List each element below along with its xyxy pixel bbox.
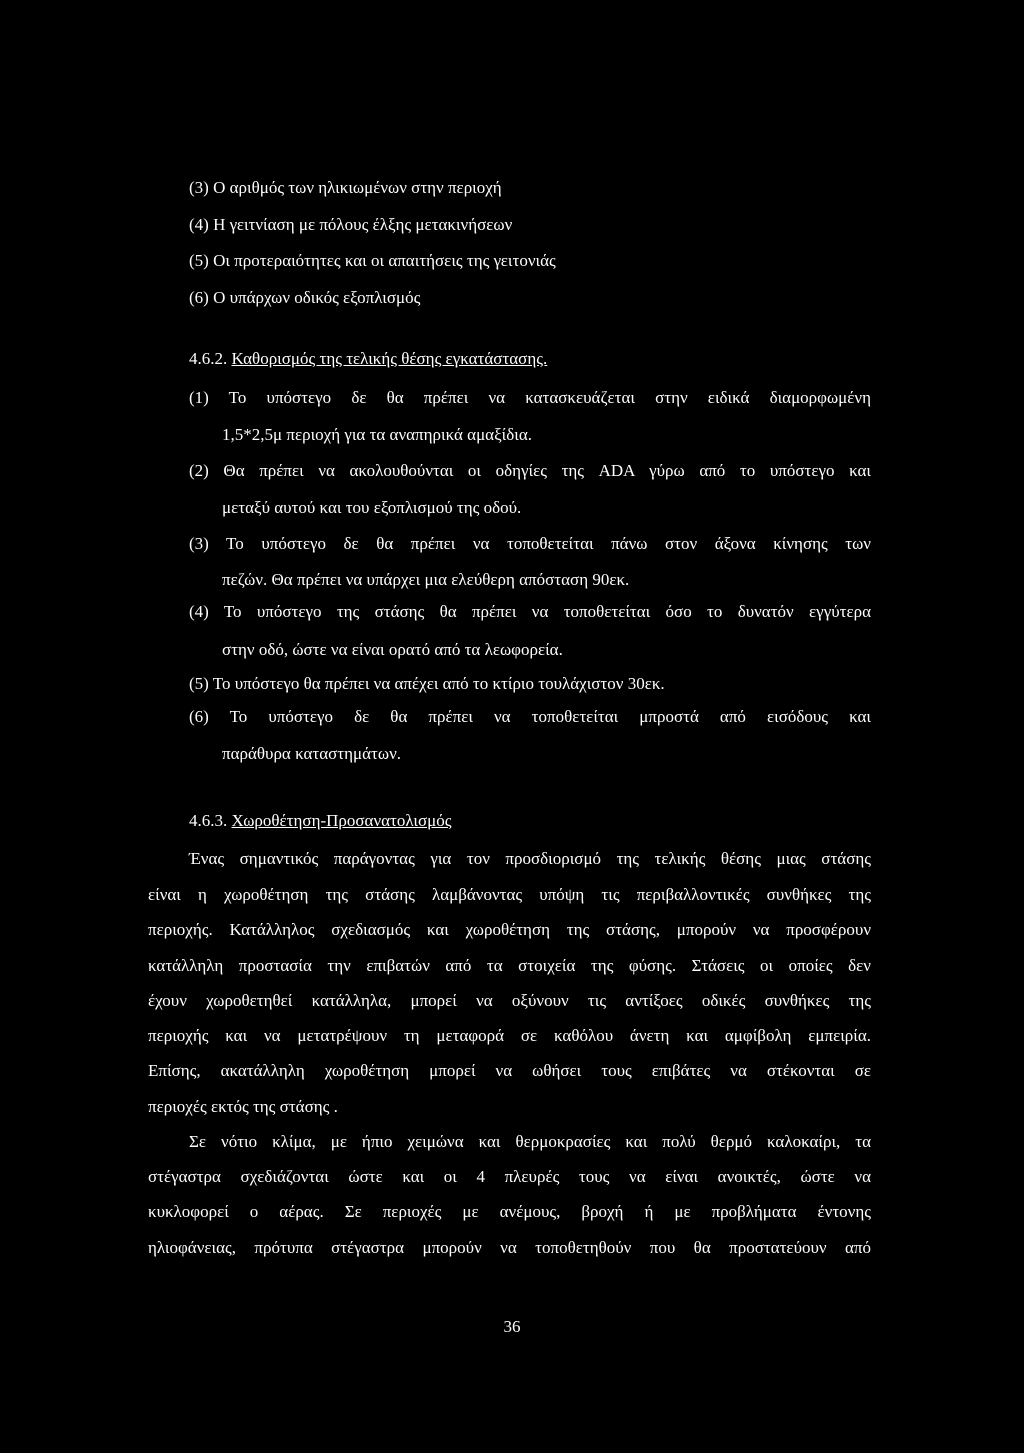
section-heading-462 [189, 348, 547, 370]
section-title: Καθορισμός της τελικής θέσης εγκατάστασης. [231, 349, 548, 368]
requirement-item-cont: στην οδό, ώστε να είναι ορατό από τα λεωφορεία. [222, 640, 563, 659]
requirement-item: (1) Το υπόστεγο δε θα πρέπει να κατασκευάζεται στην ειδικά διαμορφωμένη [189, 388, 871, 407]
top-list-item: (3) Ο αριθμός των ηλικιωμένων στην περιοχή [189, 178, 502, 197]
section-number: 4.6.2. [189, 349, 228, 368]
requirement-item: (4) Το υπόστεγο της στάσης θα πρέπει να τοποθετείται όσο το δυνατόν εγγύτερα [189, 602, 871, 621]
requirement-item: (5) Το υπόστεγο θα πρέπει να απέχει από το κτίριο τουλάχιστον 30εκ. [189, 674, 665, 693]
paragraph-line: περιοχής και να μετατρέψουν τη μεταφορά σε καθόλου άνετη και αμφίβολη εμπειρία. [148, 1026, 871, 1045]
paragraph-line: στέγαστρα σχεδιάζονται ώστε και οι 4 πλευρές τους να είναι ανοικτές, ώστε να [148, 1167, 871, 1186]
paragraph-line: κατάλληλη προστασία την επιβατών από τα στοιχεία της φύσης. Στάσεις οι οποίες δεν [148, 956, 871, 975]
requirement-item: (3) Το υπόστεγο δε θα πρέπει να τοποθετείται πάνω στον άξονα κίνησης των [189, 534, 871, 553]
paragraph-line: Σε νότιο κλίμα, με ήπιο χειμώνα και θερμοκρασίες και πολύ θερμό καλοκαίρι, τα [189, 1132, 871, 1151]
requirement-item: (2) Θα πρέπει να ακολουθούνται οι οδηγίες της ADA γύρω από το υπόστεγο και [189, 461, 871, 480]
paragraph-line: κυκλοφορεί ο αέρας. Σε περιοχές με ανέμους, βροχή ή με προβλήματα έντονης [148, 1202, 871, 1221]
paragraph-line: είναι η χωροθέτηση της στάσης λαμβάνοντας υπόψη τις περιβαλλοντικές συνθήκες της [148, 885, 871, 904]
top-list-item: (4) Η γειτνίαση με πόλους έλξης μετακινήσεων [189, 215, 513, 234]
section-title: Χωροθέτηση-Προσανατολισμός [231, 811, 452, 830]
requirement-item-cont: παράθυρα καταστημάτων. [222, 744, 402, 763]
requirement-item: (6) Το υπόστεγο δε θα πρέπει να τοποθετείται μπροστά από εισόδους και [189, 707, 871, 726]
section-heading-463 [189, 810, 452, 832]
top-list-item: (5) Οι προτεραιότητες και οι απαιτήσεις της γειτονιάς [189, 251, 556, 270]
paragraph-line: Επίσης, ακατάλληλη χωροθέτηση μπορεί να ωθήσει τους επιβάτες να στέκονται σε [148, 1061, 871, 1080]
paragraph-line: ηλιοφάνειας, πρότυπα στέγαστρα μπορούν να τοποθετηθούν που θα προστατεύουν από [148, 1238, 871, 1257]
paragraph-line: περιοχής. Κατάλληλος σχεδιασμός και χωροθέτηση της στάσης, μπορούν να προσφέρουν [148, 920, 871, 939]
paragraph-line: περιοχές εκτός της στάσης . [148, 1097, 338, 1116]
paragraph-line: έχουν χωροθετηθεί κατάλληλα, μπορεί να οξύνουν τις αντίξοες οδικές συνθήκες της [148, 991, 871, 1010]
requirement-item-cont: 1,5*2,5μ περιοχή για τα αναπηρικά αμαξίδια. [222, 425, 532, 444]
page-number: 36 [503, 1317, 521, 1336]
paragraph-line: Ένας σημαντικός παράγοντας για τον προσδιορισμό της τελικής θέσης μιας στάσης [189, 849, 871, 868]
requirement-item-cont: πεζών. Θα πρέπει να υπάρχει μια ελεύθερη απόσταση 90εκ. [222, 570, 630, 589]
section-number: 4.6.3. [189, 811, 228, 830]
top-list-item: (6) Ο υπάρχων οδικός εξοπλισμός [189, 288, 421, 307]
requirement-item-cont: μεταξύ αυτού και του εξοπλισμού της οδού. [222, 498, 522, 517]
